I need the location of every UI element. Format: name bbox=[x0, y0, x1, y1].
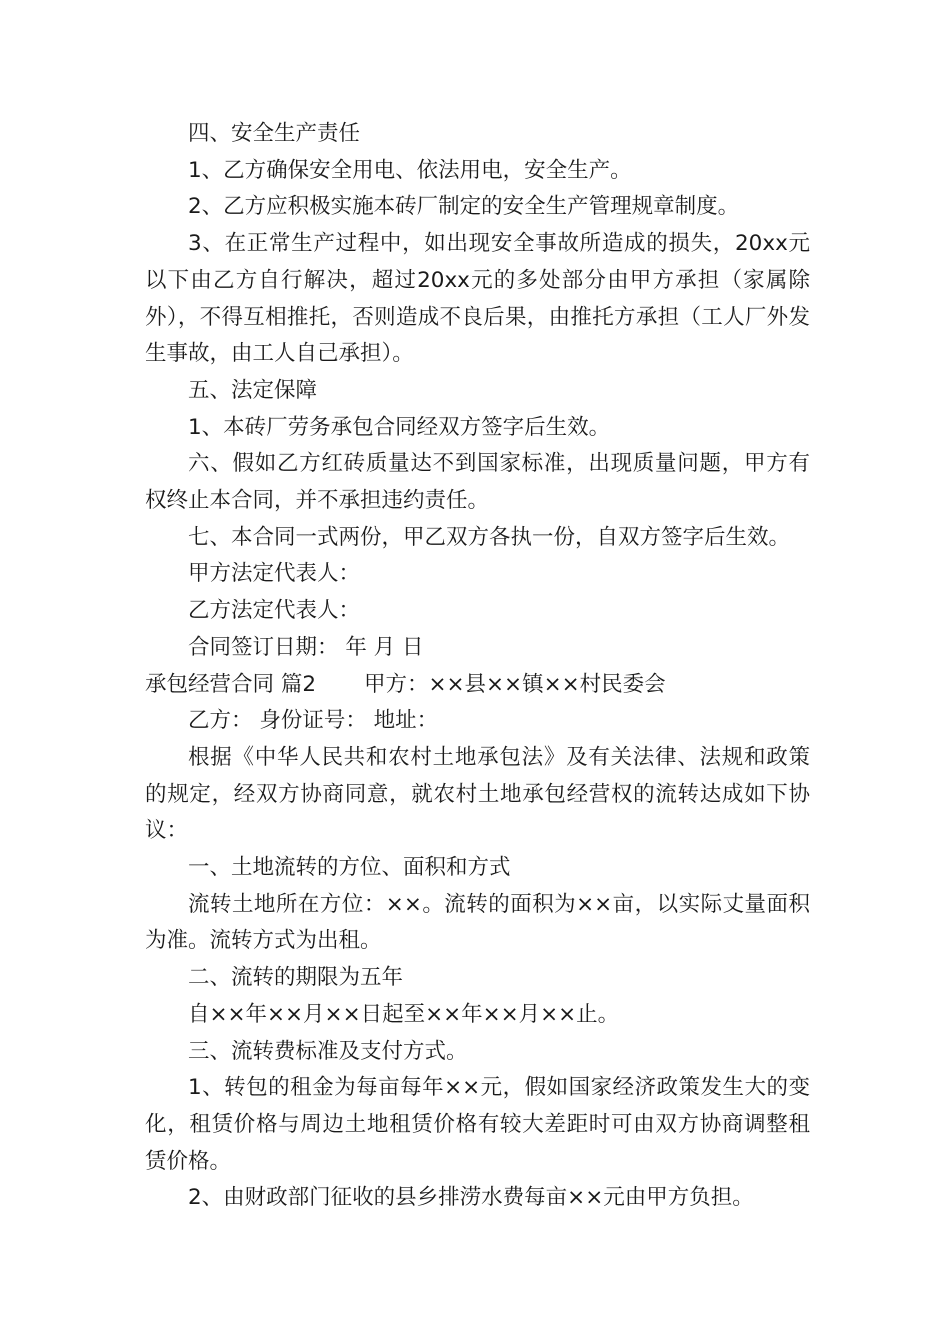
paragraph: 根据《中华人民共和农村土地承包法》及有关法律、法规和政策的规定，经双方协商同意，就农村土地承包经营权的流转达成如下协议： bbox=[145, 744, 810, 844]
section-title: 承包经营合同 篇2 bbox=[145, 671, 317, 697]
paragraph: 三、流转费标准及支付方式。 bbox=[188, 1038, 468, 1064]
paragraph: 五、法定保障 bbox=[188, 377, 318, 403]
paragraph: 2、由财政部门征收的县乡排涝水费每亩××元由甲方负担。 bbox=[188, 1185, 754, 1211]
paragraph: 2、乙方应积极实施本砖厂制定的安全生产管理规章制度。 bbox=[188, 194, 740, 220]
paragraph: 七、本合同一式两份，甲乙双方各执一份，自双方签字后生效。 bbox=[188, 524, 791, 550]
paragraph: 1、转包的租金为每亩每年××元，假如国家经济政策发生大的变化，租赁价格与周边土地租赁价格有较大差距时可由双方协商调整租赁价格。 bbox=[145, 1075, 810, 1174]
section-heading-line bbox=[145, 667, 810, 704]
party-a-line: 甲方：××县××镇××村民委会 bbox=[364, 671, 666, 697]
paragraph: 3、在正常生产过程中，如出现安全事故所造成的损失，20xx元以下由乙方自行解决，超过20xx元的多处部分由甲方承担（家属除外），不得互相推托，否则造成不良后果，由推托方承担（工人厂外发生事故，由工人自己承担）。 bbox=[145, 231, 810, 367]
signature-line-party-b: 乙方法定代表人： bbox=[188, 598, 361, 624]
paragraph: 自××年××月××日起至××年××月××止。 bbox=[188, 1001, 620, 1027]
signing-date-line: 合同签订日期： 年 月 日 bbox=[188, 634, 424, 660]
paragraph: 1、本砖厂劳务承包合同经双方签字后生效。 bbox=[188, 414, 611, 440]
paragraph: 四、安全生产责任 bbox=[188, 121, 361, 146]
signature-line-party-a: 甲方法定代表人： bbox=[188, 561, 361, 587]
paragraph: 流转土地所在方位：××。流转的面积为××亩，以实际丈量面积为准。流转方式为出租。 bbox=[145, 891, 810, 954]
paragraph: 一、土地流转的方位、面积和方式 bbox=[188, 855, 511, 881]
paragraph: 六、假如乙方红砖质量达不到国家标准，出现质量问题，甲方有权终止本合同，并不承担违约责任。 bbox=[145, 451, 810, 514]
paragraph: 1、乙方确保安全用电、依法用电，安全生产。 bbox=[188, 157, 632, 183]
party-b-line: 乙方： 身份证号： 地址： bbox=[188, 708, 439, 734]
paragraph: 二、流转的期限为五年 bbox=[188, 965, 404, 991]
document-body bbox=[145, 116, 810, 1217]
